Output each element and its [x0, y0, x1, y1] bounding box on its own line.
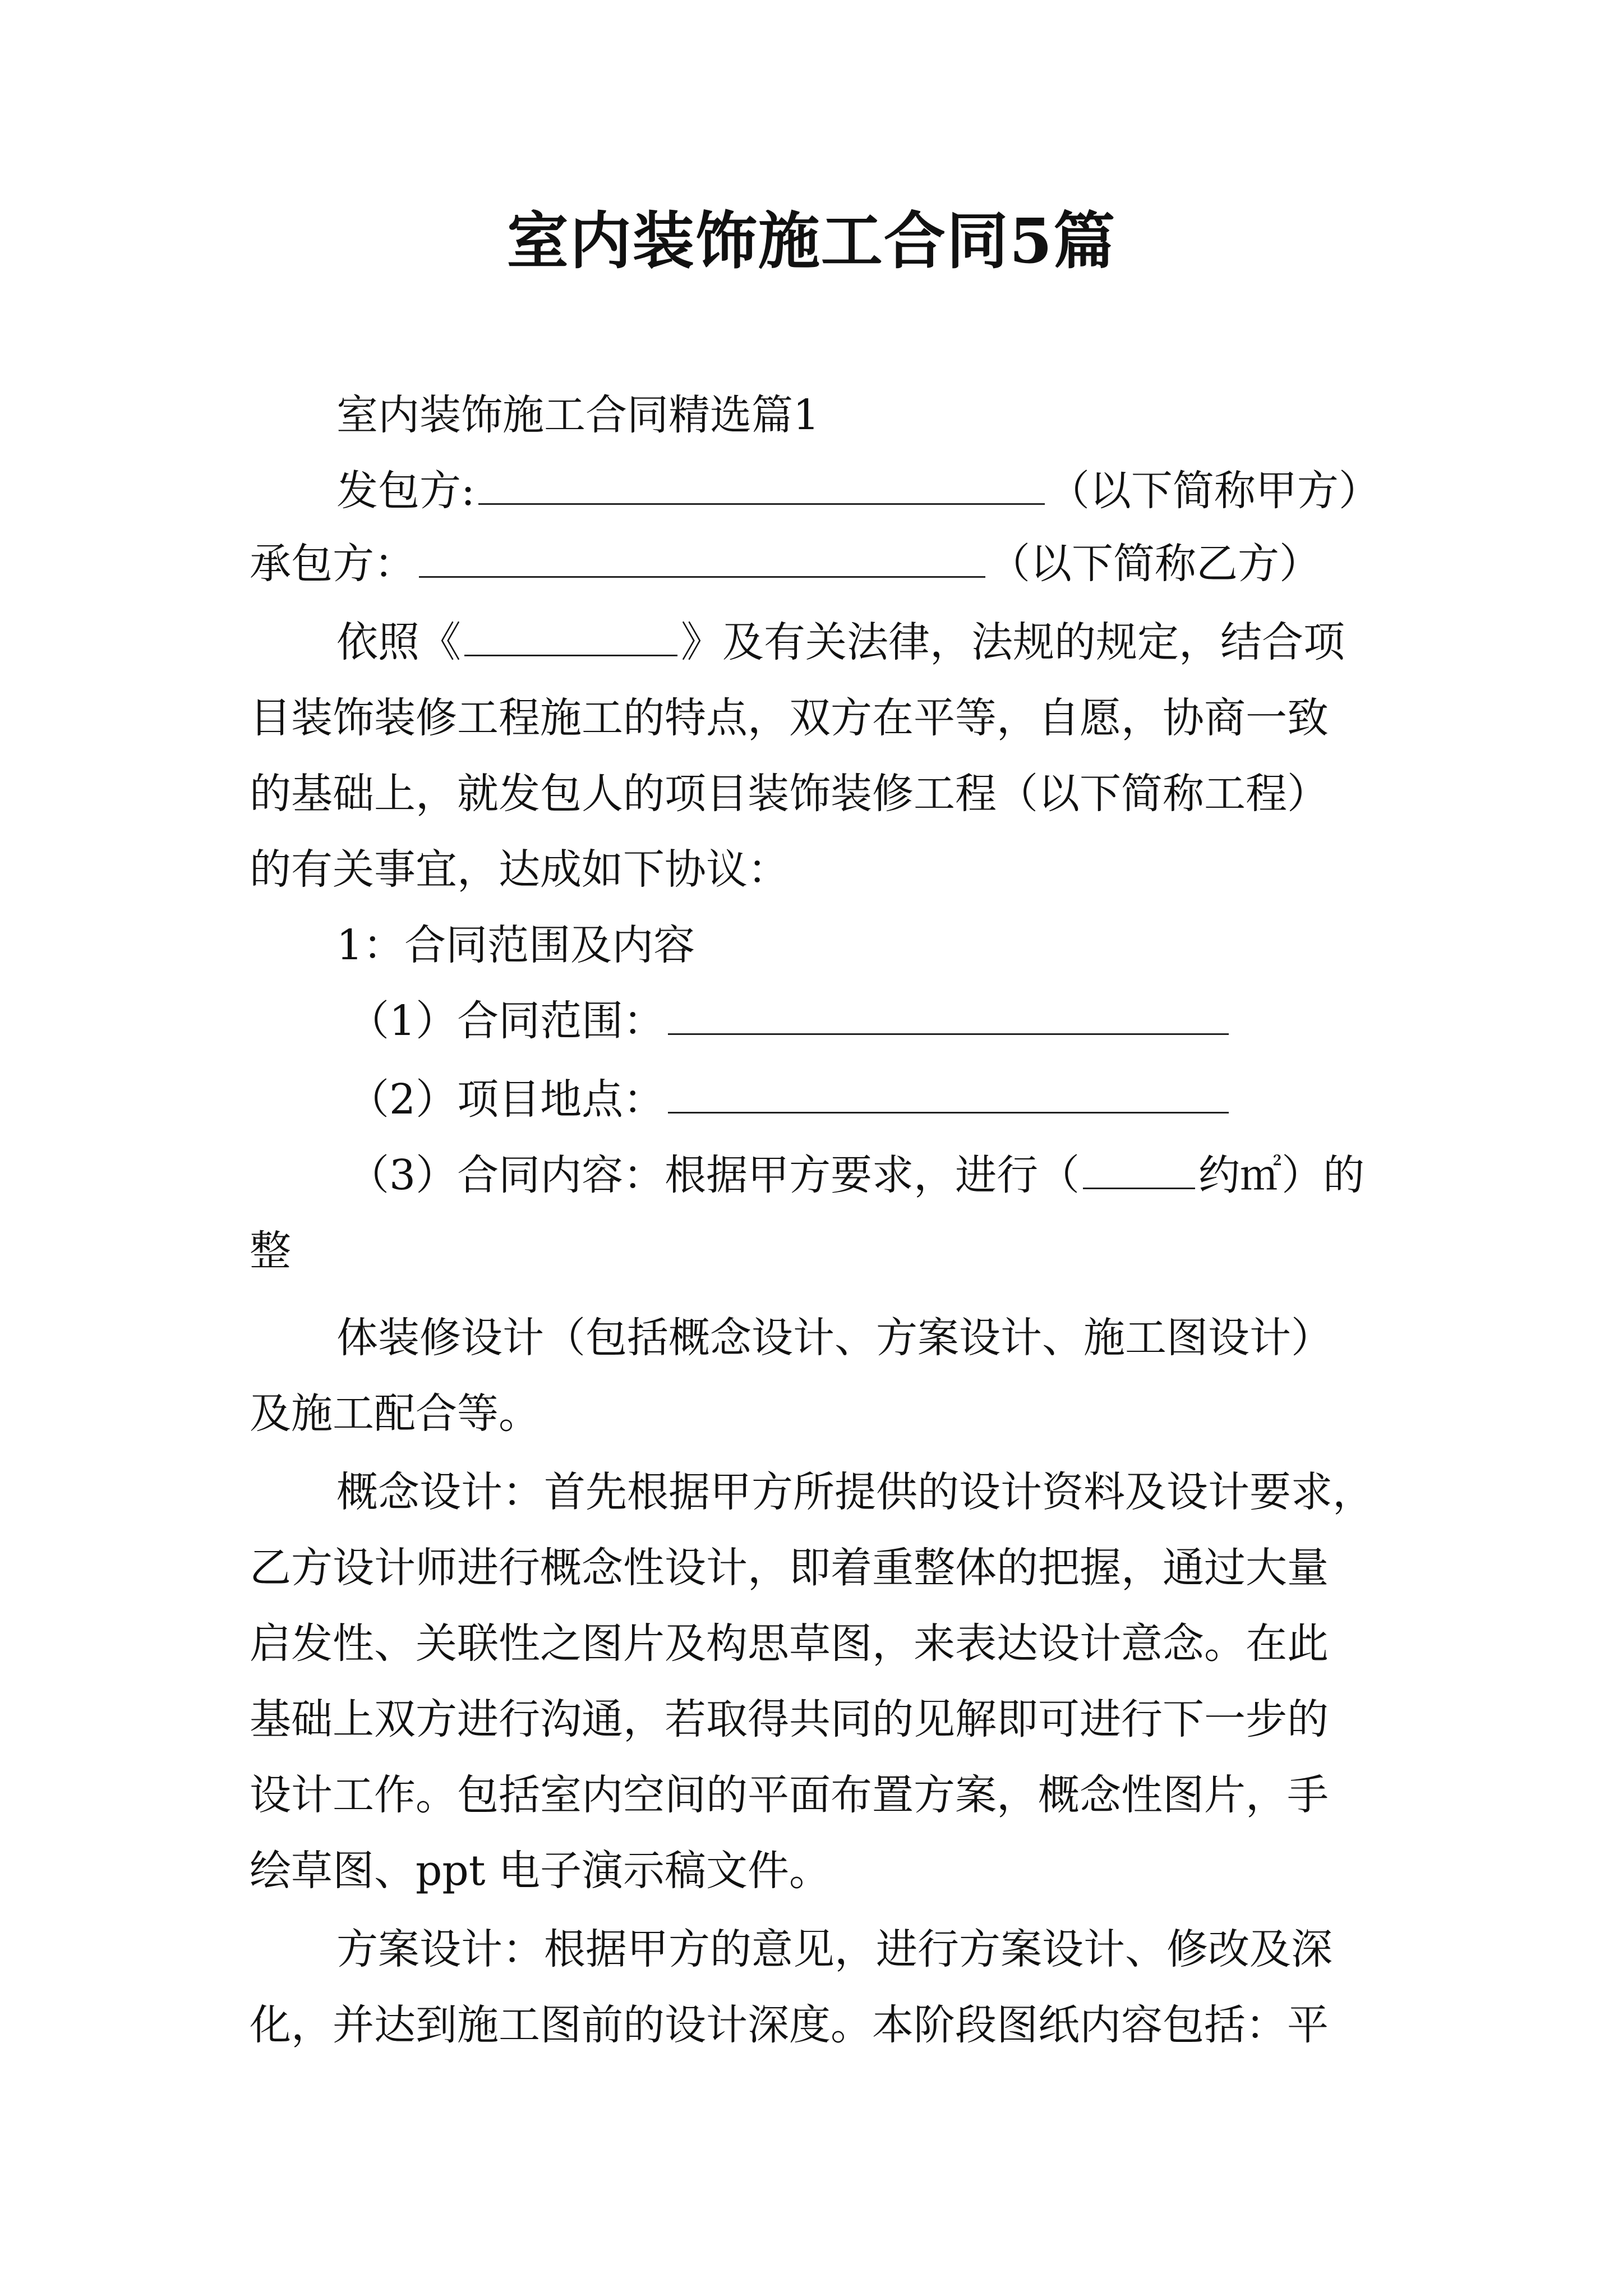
concept-line: 概念设计：首先根据甲方所提供的设计资料及设计要求，	[336, 1468, 1374, 1516]
item-content-wrap: 整	[250, 1227, 291, 1275]
item-content-prefix: （3）合同内容：根据甲方要求，进行（	[348, 1151, 1080, 1199]
fabao-line	[336, 460, 1380, 522]
concept-line: 乙方设计师进行概念性设计，即着重整体的把握，通过大量	[250, 1544, 1329, 1592]
chengbao-label: 承包方：	[250, 540, 416, 588]
item-scope-blank	[668, 996, 1229, 1035]
section-subtitle: 室内装饰施工合同精选篇1	[336, 391, 820, 439]
section-heading: 1：合同范围及内容	[336, 921, 695, 969]
intro-line: 的基础上，就发包人的项目装饰装修工程（以下简称工程）	[250, 770, 1329, 818]
chengbao-suffix: （以下简称乙方）	[989, 540, 1321, 588]
intro-prefix: 依照《	[336, 618, 461, 666]
intro-line: 目装饰装修工程施工的特点，双方在平等，自愿，协商一致	[250, 694, 1329, 742]
concept-line: 绘草图、ppt 电子演示稿文件。	[250, 1847, 831, 1895]
fabao-label: 发包方:	[336, 467, 475, 515]
scope-line: 体装修设计（包括概念设计、方案设计、施工图设计）	[336, 1314, 1332, 1362]
chengbao-blank	[419, 539, 985, 578]
item-content-line	[348, 1144, 1364, 1206]
item-content-suffix: 约㎡）的	[1198, 1151, 1365, 1199]
item-scope-line	[348, 990, 1232, 1052]
fabao-blank	[478, 466, 1045, 505]
law-name-blank	[464, 617, 677, 656]
item-location-label: （2）项目地点：	[348, 1075, 665, 1124]
item-location-blank	[668, 1074, 1229, 1114]
scope-line: 及施工配合等。	[250, 1389, 540, 1438]
intro-line: 的有关事宜，达成如下协议：	[250, 845, 789, 894]
item-scope-label: （1）合同范围：	[348, 997, 665, 1045]
fabao-suffix: （以下简称甲方）	[1048, 467, 1380, 515]
document-title: 室内装饰施工合同5篇	[506, 205, 1117, 277]
concept-line: 设计工作。包括室内空间的平面布置方案，概念性图片，手	[250, 1771, 1329, 1819]
item-location-line	[348, 1069, 1232, 1130]
area-blank	[1083, 1150, 1195, 1189]
concept-line: 基础上双方进行沟通，若取得共同的见解即可进行下一步的	[250, 1695, 1329, 1743]
scheme-line: 化，并达到施工图前的设计深度。本阶段图纸内容包括：平	[250, 2001, 1329, 2049]
scheme-line: 方案设计：根据甲方的意见，进行方案设计、修改及深	[336, 1925, 1332, 1973]
intro-suffix: 》及有关法律，法规的规定，结合项	[681, 618, 1345, 666]
chengbao-line	[250, 533, 1321, 595]
intro-first-line	[336, 611, 1345, 673]
concept-line: 启发性、关联性之图片及构思草图，来表达设计意念。在此	[250, 1619, 1329, 1668]
